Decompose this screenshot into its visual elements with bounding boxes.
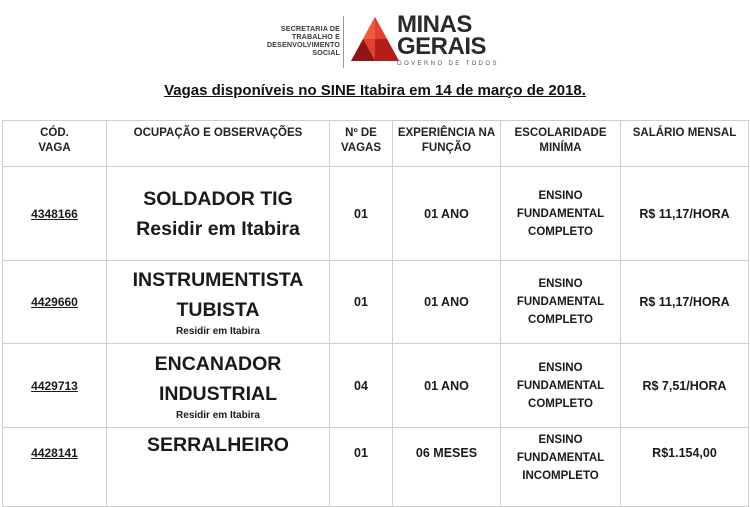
- secretaria-line: SOCIAL: [312, 48, 340, 57]
- header-line: VAGAS: [340, 142, 382, 154]
- education-line: COMPLETO: [528, 225, 593, 238]
- count-cell: 01: [330, 167, 393, 261]
- education-line: ENSINO: [538, 434, 583, 446]
- salary-cell: R$ 7,51/HORA: [621, 344, 749, 428]
- education-line: FUNDAMENTAL: [516, 379, 605, 392]
- header-education: [501, 121, 621, 167]
- vacancy-code-link[interactable]: 4348166: [31, 206, 78, 221]
- brand-line-1: MINAS: [397, 11, 472, 38]
- occupation-title: Residir em Itabira: [136, 217, 300, 240]
- occupation-note: Residir em Itabira: [176, 409, 260, 421]
- secretaria-line: TRABALHO E: [291, 32, 340, 41]
- brand-tagline: GOVERNO DE TODOS: [397, 61, 499, 67]
- code-cell: [3, 344, 107, 428]
- header-line: CÓD.: [40, 127, 69, 139]
- occupation-cell: [107, 428, 330, 507]
- table-row: [3, 344, 749, 428]
- education-line: ENSINO: [538, 361, 583, 374]
- count-cell: 04: [330, 344, 393, 428]
- header-line: ESCOLARIDADE: [514, 127, 607, 139]
- vacancy-code-link[interactable]: 4429713: [31, 378, 78, 393]
- table-row: [3, 261, 749, 344]
- occupation-title: TUBISTA: [176, 299, 260, 321]
- education-line: FUNDAMENTAL: [516, 296, 605, 308]
- header-code: [3, 121, 107, 167]
- experience-cell: 06 MESES: [393, 428, 501, 507]
- experience-cell: 01 ANO: [393, 167, 501, 261]
- header-salary: [621, 121, 749, 167]
- header-line: Nº DE: [345, 127, 377, 139]
- education-cell: [501, 261, 621, 344]
- education-cell: [501, 167, 621, 261]
- education-cell: [501, 428, 621, 507]
- education-line: ENSINO: [538, 278, 583, 290]
- vacancy-code-link[interactable]: 4429660: [31, 295, 78, 309]
- secretaria-line: DESENVOLVIMENTO: [266, 40, 340, 49]
- code-cell: [3, 428, 107, 507]
- salary-cell: R$1.154,00: [621, 428, 749, 507]
- header-line: SALÁRIO MENSAL: [632, 127, 737, 139]
- code-cell: [3, 261, 107, 344]
- education-line: COMPLETO: [528, 397, 593, 410]
- occupation-cell: [107, 261, 330, 344]
- page-title: Vagas disponíveis no SINE Itabira em 14 de março de 2018.: [164, 82, 586, 99]
- occupation-title: INSTRUMENTISTA: [132, 269, 304, 291]
- experience-cell: 01 ANO: [393, 344, 501, 428]
- education-line: ENSINO: [538, 189, 583, 202]
- salary-cell: R$ 11,17/HORA: [621, 167, 749, 261]
- occupation-cell: [107, 344, 330, 428]
- header-experience: [393, 121, 501, 167]
- education-line: FUNDAMENTAL: [516, 207, 605, 220]
- header-line: OCUPAÇÃO E OBSERVAÇÕES: [133, 127, 303, 139]
- header-line: FUNÇÃO: [421, 142, 472, 154]
- page-header: [0, 0, 750, 78]
- header-divider: [343, 16, 344, 68]
- table-row: [3, 428, 749, 507]
- vacancies-table: [2, 120, 749, 507]
- header-line: VAGA: [38, 142, 71, 154]
- brand-logo: [397, 11, 499, 67]
- count-cell: 01: [330, 428, 393, 507]
- minas-gerais-triangle-icon: [350, 15, 400, 63]
- education-cell: [501, 344, 621, 428]
- count-cell: 01: [330, 261, 393, 344]
- occupation-note: Residir em Itabira: [176, 326, 260, 337]
- occupation-title: SOLDADOR TIG: [143, 187, 293, 210]
- code-cell: [3, 167, 107, 261]
- header-line: MINÍMA: [539, 142, 582, 154]
- header-line: EXPERIÊNCIA NA: [397, 127, 496, 139]
- vacancy-code-link[interactable]: 4428141: [31, 446, 78, 460]
- header-count: [330, 121, 393, 167]
- education-line: FUNDAMENTAL: [516, 452, 605, 464]
- salary-cell: R$ 11,17/HORA: [621, 261, 749, 344]
- education-line: COMPLETO: [528, 314, 593, 326]
- table-header-row: [3, 121, 749, 167]
- secretaria-line: SECRETARIA DE: [280, 24, 340, 33]
- secretaria-label: [262, 25, 340, 57]
- occupation-cell: [107, 167, 330, 261]
- table-row: [3, 167, 749, 261]
- brand-line-2: GERAIS: [397, 33, 487, 60]
- header-occupation: [107, 121, 330, 167]
- occupation-title: ENCANADOR: [154, 352, 282, 375]
- experience-cell: 01 ANO: [393, 261, 501, 344]
- education-line: INCOMPLETO: [522, 470, 599, 482]
- occupation-title: SERRALHEIRO: [147, 434, 289, 456]
- occupation-title: INDUSTRIAL: [158, 382, 278, 405]
